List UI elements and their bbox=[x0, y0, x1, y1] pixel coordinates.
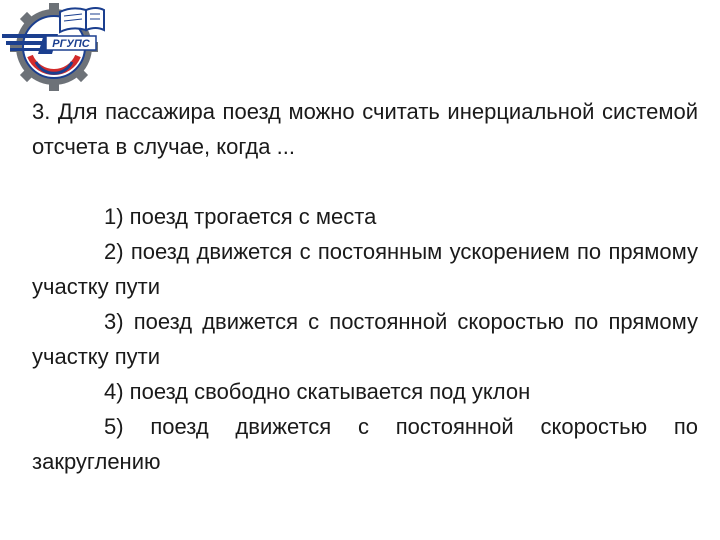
answer-option-1: 1) поезд трогается с места bbox=[104, 204, 377, 229]
university-logo bbox=[0, 0, 110, 92]
slide-content bbox=[32, 94, 698, 479]
book-icon bbox=[60, 8, 104, 32]
answer-option-5: 5) поезд движется с постоянной скоростью по закруглению bbox=[32, 414, 698, 474]
logo-text: РГУПС bbox=[52, 38, 90, 50]
question-text: 3. Для пассажира поезд можно считать инерциальной системой отсчета в случае, когда ... bbox=[32, 99, 698, 159]
answer-option-2: 2) поезд движется с постоянным ускорением по прямому участку пути bbox=[32, 239, 698, 299]
answer-option-4: 4) поезд свободно скатывается под уклон bbox=[104, 379, 531, 404]
answer-option-3: 3) поезд движется с постоянной скоростью по прямому участку пути bbox=[32, 309, 698, 369]
